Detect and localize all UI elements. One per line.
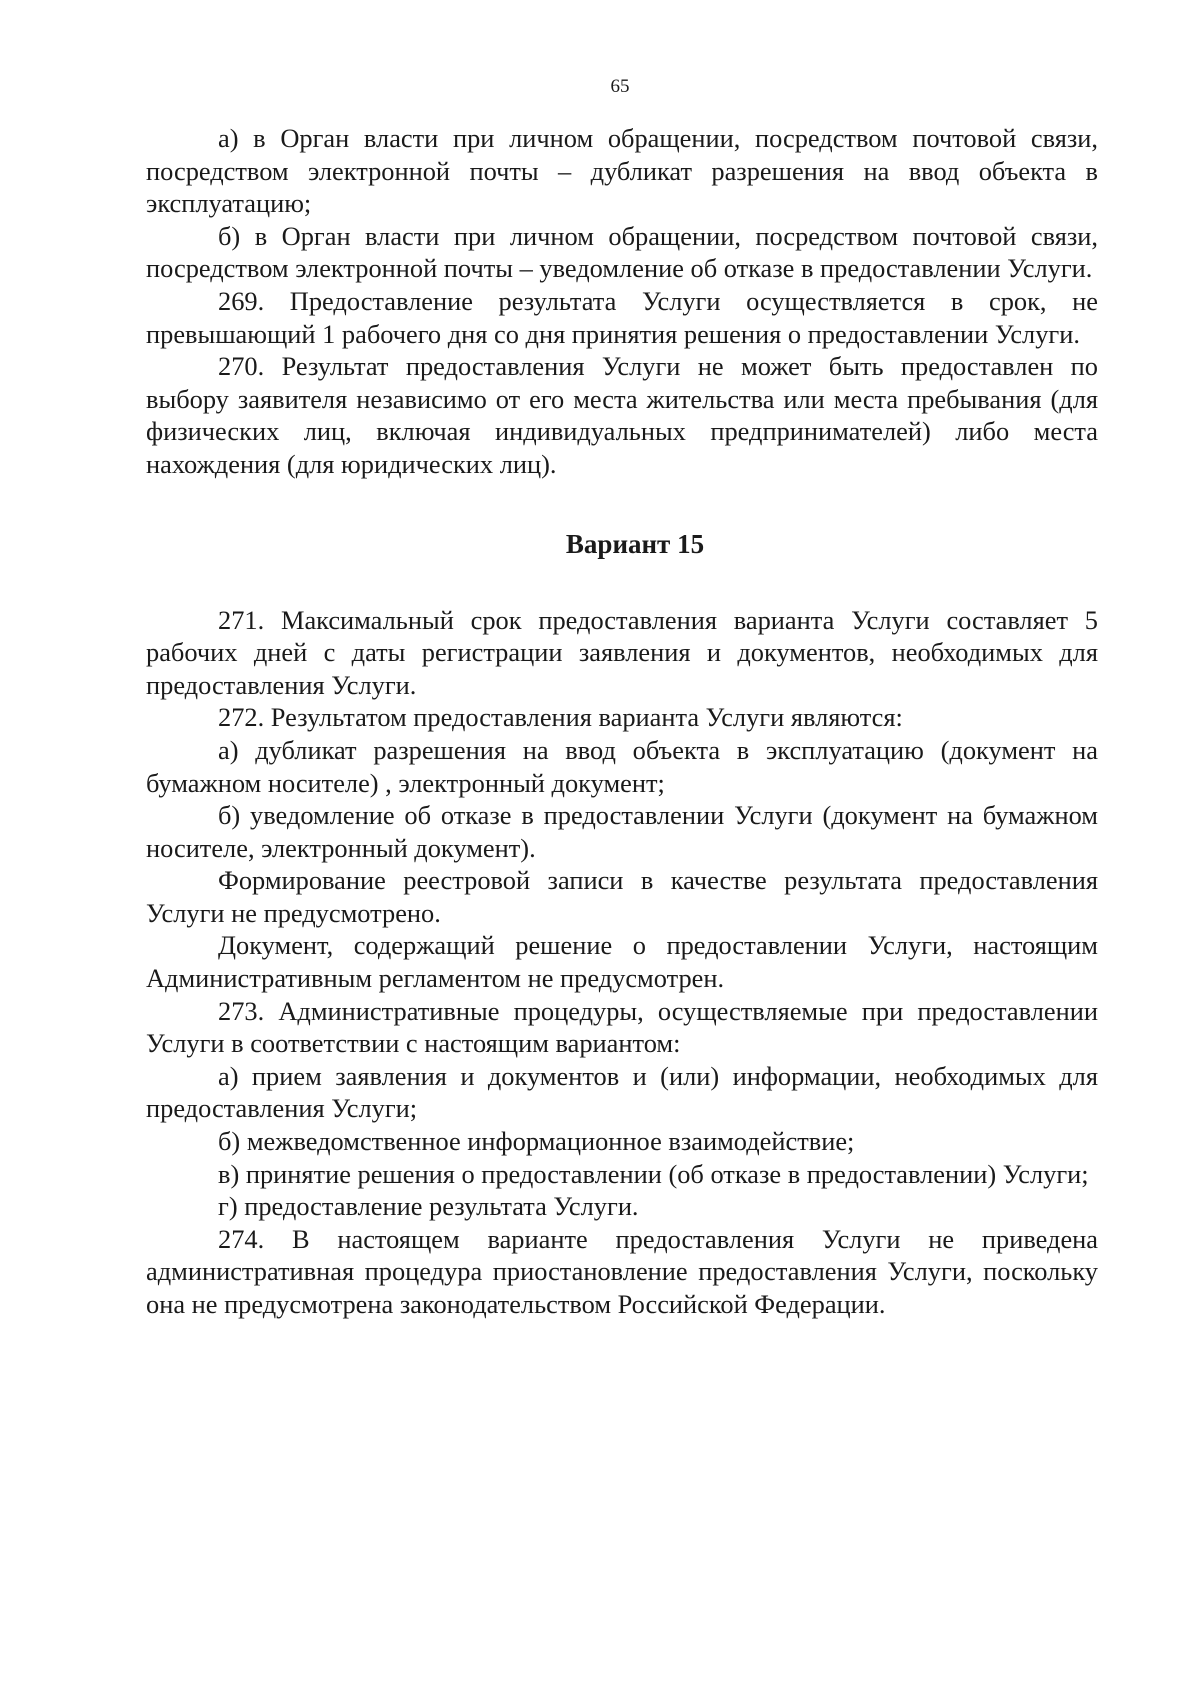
paragraph-270: 270. Результат предоставления Услуги не может быть предоставлен по выбору заявителя независимо от его места жительства или места пребывания (для физических лиц, включая индивидуальных предпринимателей) либо места нахождения (для юридических лиц). (146, 351, 1098, 479)
page-number: 65 (610, 76, 630, 97)
paragraph-269: 269. Предоставление результата Услуги осуществляется в срок, не превышающий 1 рабочего дня со дня принятия решения о предоставлении Услуги. (146, 285, 1098, 349)
paragraph-273-a: а) прием заявления и документов и (или) информации, необходимых для предоставления Услуги; (146, 1060, 1098, 1124)
paragraph-271: 271. Максимальный срок предоставления варианта Услуги составляет 5 рабочих дней с даты регистрации заявления и документов, необходимых для предоставления Услуги. (146, 604, 1098, 700)
paragraph-274: 274. В настоящем варианте предоставления Услуги не приведена административная процедура приостановление предоставления Услуги, поскольку она не предусмотрена законодательством Российской Федерации. (146, 1223, 1098, 1319)
section-title: Вариант 15 (565, 528, 705, 559)
paragraph-272-b: б) уведомление об отказе в предоставлении Услуги (документ на бумажном носителе, электронный документ). (146, 800, 1098, 863)
paragraph-decision-document: Документ, содержащий решение о предоставлении Услуги, настоящим Административным регламентом не предусмотрен. (146, 930, 1098, 994)
paragraph-item-a-top: а) в Орган власти при личном обращении, посредством почтовой связи, посредством электронной почты – дубликат разрешения на ввод объекта в эксплуатацию; (146, 123, 1098, 219)
paragraph-273-c: в) принятие решения о предоставлении (об отказе в предоставлении) Услуги; (218, 1158, 1089, 1189)
paragraph-273: 273. Административные процедуры, осуществляемые при предоставлении Услуги в соответствии с настоящим вариантом: (146, 995, 1098, 1059)
paragraph-273-b: б) межведомственное информационное взаимодействие; (218, 1126, 855, 1157)
document-body (146, 122, 1098, 1321)
paragraph-registry-record: Формирование реестровой записи в качестве результата предоставления Услуги не предусмотрено. (146, 865, 1098, 928)
paragraph-273-d: г) предоставление результата Услуги. (218, 1191, 639, 1222)
paragraph-item-b-top: б) в Орган власти при личном обращении, посредством почтовой связи, посредством электронной почты – уведомление об отказе в предоставлении Услуги. (146, 220, 1098, 284)
paragraph-272: 272. Результатом предоставления варианта Услуги являются: (218, 702, 903, 733)
paragraph-272-a: а) дубликат разрешения на ввод объекта в эксплуатацию (документ на бумажном носителе) , электронный документ; (146, 734, 1098, 798)
